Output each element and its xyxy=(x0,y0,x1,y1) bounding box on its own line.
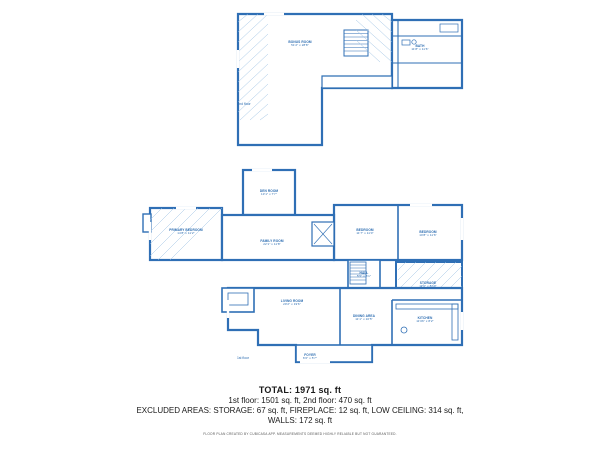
room-name: BEDROOM xyxy=(419,230,437,235)
excluded-areas-line-1: EXCLUDED AREAS: STORAGE: 67 sq. ft, FIREPLACE: 12 sq. ft, LOW CEILING: 314 sq. ft, xyxy=(136,406,464,415)
floor-areas: 1st floor: 1501 sq. ft, 2nd floor: 470 sq. ft xyxy=(228,396,372,405)
floor-tag-first: 1st floor xyxy=(236,356,250,360)
room-name: DEN ROOM xyxy=(259,189,279,194)
room-name: PRIMARY BEDROOM xyxy=(169,228,203,233)
excluded-areas-line-2: WALLS: 172 sq. ft xyxy=(267,416,333,425)
room-name: LIVING ROOM xyxy=(280,299,304,304)
room-name: KITCHEN xyxy=(417,316,433,321)
room-dimensions: 11'06" x 8'2" xyxy=(416,319,434,324)
room-dimensions: 13'1" x 7'7" xyxy=(261,192,277,197)
room-dimensions: 11'1" x 10'5" xyxy=(355,317,373,322)
room-dimensions: 11'7" x 11'0" xyxy=(356,231,374,236)
room-name: BATH xyxy=(415,44,425,49)
den-room-outline xyxy=(243,170,295,215)
room-dimensions: 22'1" x 11'8" xyxy=(263,242,281,247)
staircase-second-floor xyxy=(344,30,368,56)
primary-bedroom-outline xyxy=(150,208,222,260)
room-dimensions: 5'5" x 5'1" xyxy=(356,274,372,279)
room-dimensions: 14'8" x 11'2" xyxy=(177,231,195,236)
room-name: STORAGE xyxy=(419,281,437,286)
second-floor-plan xyxy=(238,14,462,145)
foyer-outline xyxy=(296,345,372,362)
disclaimer: FLOOR PLAN CREATED BY CUBICASA APP. MEASUREMENTS DEEMED HIGHLY RELIABLE BUT NOT GUARANTEED. xyxy=(203,432,397,436)
room-name: FAMILY ROOM xyxy=(260,239,284,244)
room-name: HALL xyxy=(359,271,369,276)
room-dimensions: 51'2" x 28'8" xyxy=(291,43,309,48)
total-area: TOTAL: 1971 sq. ft xyxy=(258,385,342,395)
room-name: BONUS ROOM xyxy=(288,40,312,45)
room-name: BEDROOM xyxy=(356,228,374,233)
room-dimensions: 20'2" x 19'6" xyxy=(283,302,301,307)
second-floor-right-wing xyxy=(392,20,462,88)
room-name: FOYER xyxy=(304,353,316,358)
room-name: DINING AREA xyxy=(352,314,376,319)
low-ceiling-area xyxy=(322,76,392,88)
room-dimensions: 11'8" x 11'6" xyxy=(411,47,429,52)
room-dimensions: 11'6" x 8'10" xyxy=(419,284,437,289)
area-summary xyxy=(0,385,600,436)
first-floor-plan xyxy=(143,170,462,362)
staircase-first-floor xyxy=(350,262,366,284)
floor-tag-second: 2nd floor xyxy=(237,102,251,106)
room-dimensions: 10'8" x 11'6" xyxy=(419,233,437,238)
room-dimensions: 6'6" x 5'7" xyxy=(302,356,318,361)
